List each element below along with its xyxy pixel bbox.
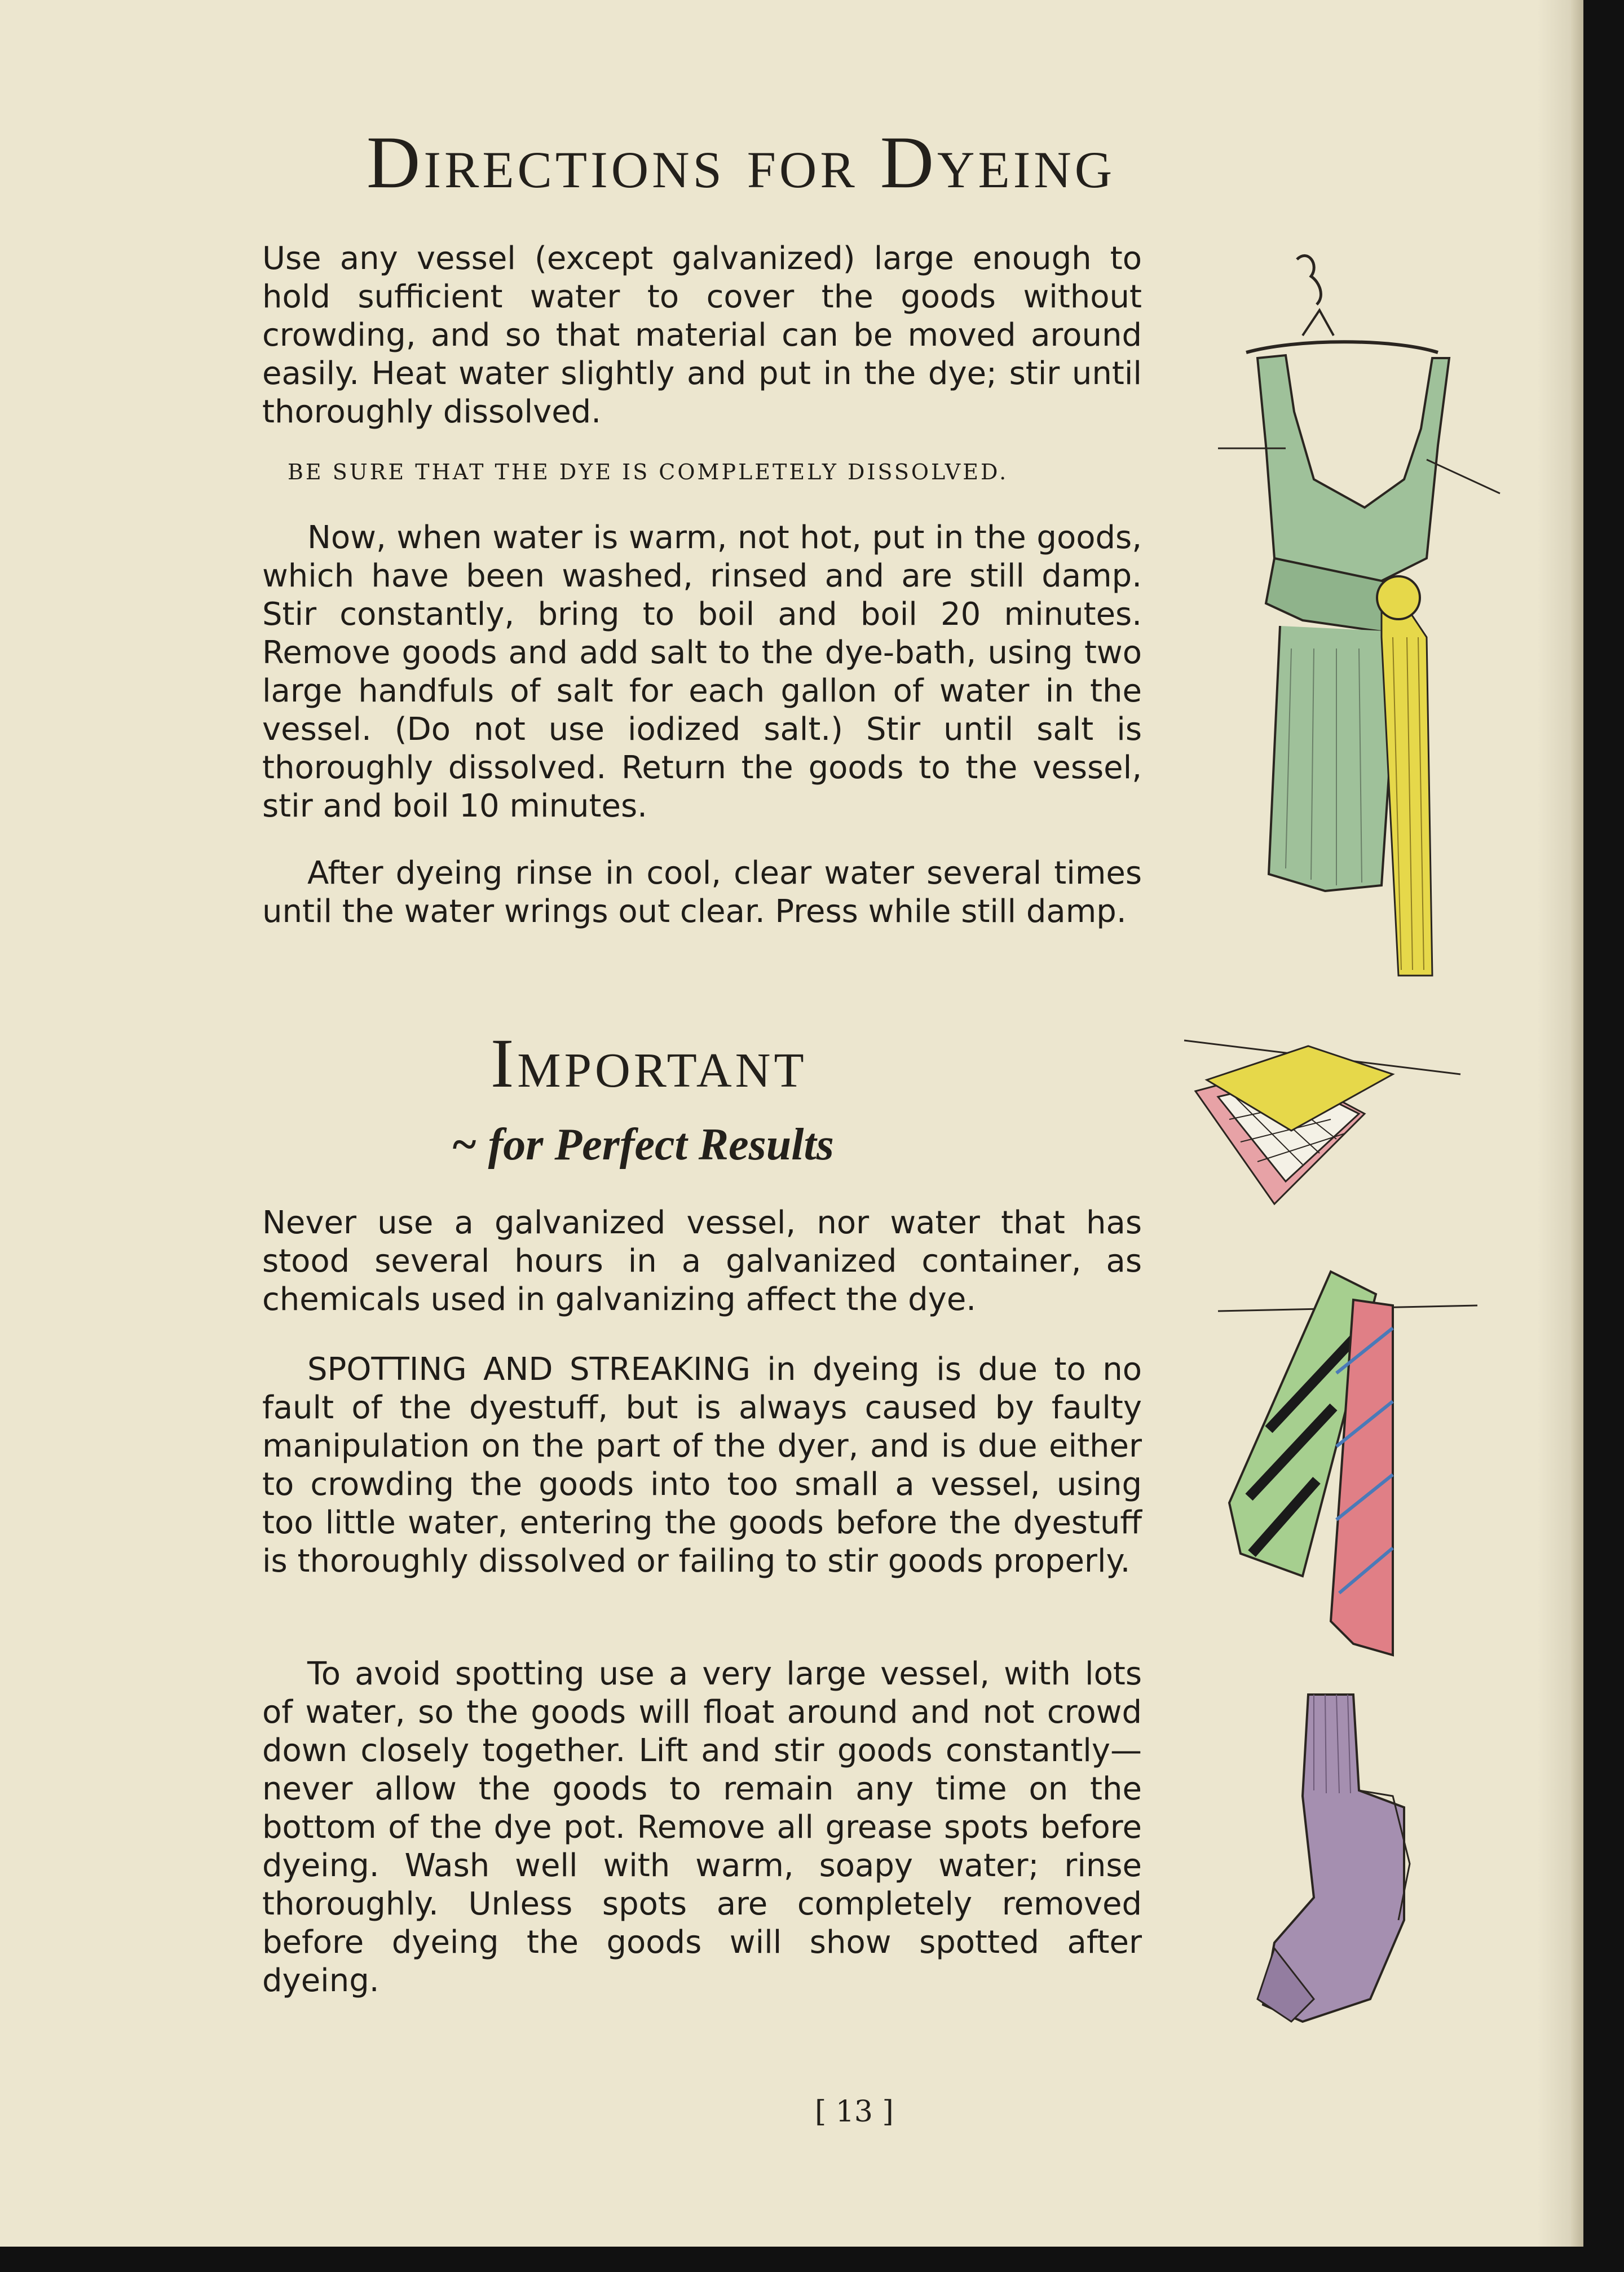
- avoid-paragraph: To avoid spotting use a very large vessel, with lots of water, so the goods will float around and not crowd down closely together. Lift and stir goods constantly—never allow the goods to remain any time on the bottom of the dye pot. Remove all grease spots before dyeing. Wash well with warm, soapy water; rinse thoroughly. Unless spots are completely removed before dyeing the goods will show spotted after dyeing.: [262, 1656, 1142, 1999]
- never-paragraph: Never use a galvanized vessel, nor water that has stood several hours in a galvanized container, as chemicals used in galvanizing affect the dye.: [262, 1205, 1142, 1318]
- handkerchiefs-illustration: [1179, 1035, 1472, 1215]
- neckties-illustration: [1207, 1260, 1489, 1661]
- now-paragraph: Now, when water is warm, not hot, put in the goods, which have been washed, rinsed and are still damp. Stir constantly, bring to boil and boil 20 minutes. Remove goods and add salt to the dye-bath, using two large handfuls of salt for each gallon of water in the vessel. (Do not use iodized salt.) Stir until salt is thoroughly dissolved. Return the goods to the vessel, stir and boil 10 minutes.: [262, 519, 1142, 824]
- after-paragraph: After dyeing rinse in cool, clear water several times until the water wrings out clear. Press while still damp.: [262, 855, 1142, 930]
- important-heading: Important: [491, 1025, 807, 1102]
- page-edge-shadow: [1537, 0, 1571, 2247]
- important-subheading: ~ for Perfect Results: [451, 1120, 834, 1170]
- page-number: [ 13 ]: [815, 2095, 894, 2129]
- dissolve-warning: BE SURE THAT THE DYE IS COMPLETELY DISSOLVED.: [288, 460, 1009, 484]
- page-spine: [1571, 0, 1583, 2247]
- socks-illustration: [1224, 1683, 1460, 2033]
- spotting-paragraph: SPOTTING AND STREAKING in dyeing is due to no fault of the dyestuff, but is always caused by faulty manipulation on the part of the dyer, and is due either to crowding the goods into too small a vessel, using too little water, entering the goods before the dyestuff is thoroughly dissolved or failing to stir goods properly.: [262, 1351, 1142, 1580]
- page-title: Directions for Dyeing: [367, 121, 1116, 204]
- intro-paragraph: Use any vessel (except galvanized) large enough to hold sufficient water to cover the goods without crowding, and so that material can be moved around easily. Heat water slightly and put in the dye; stir until thoroughly dissolved.: [262, 240, 1142, 430]
- dress-illustration: [1212, 242, 1506, 992]
